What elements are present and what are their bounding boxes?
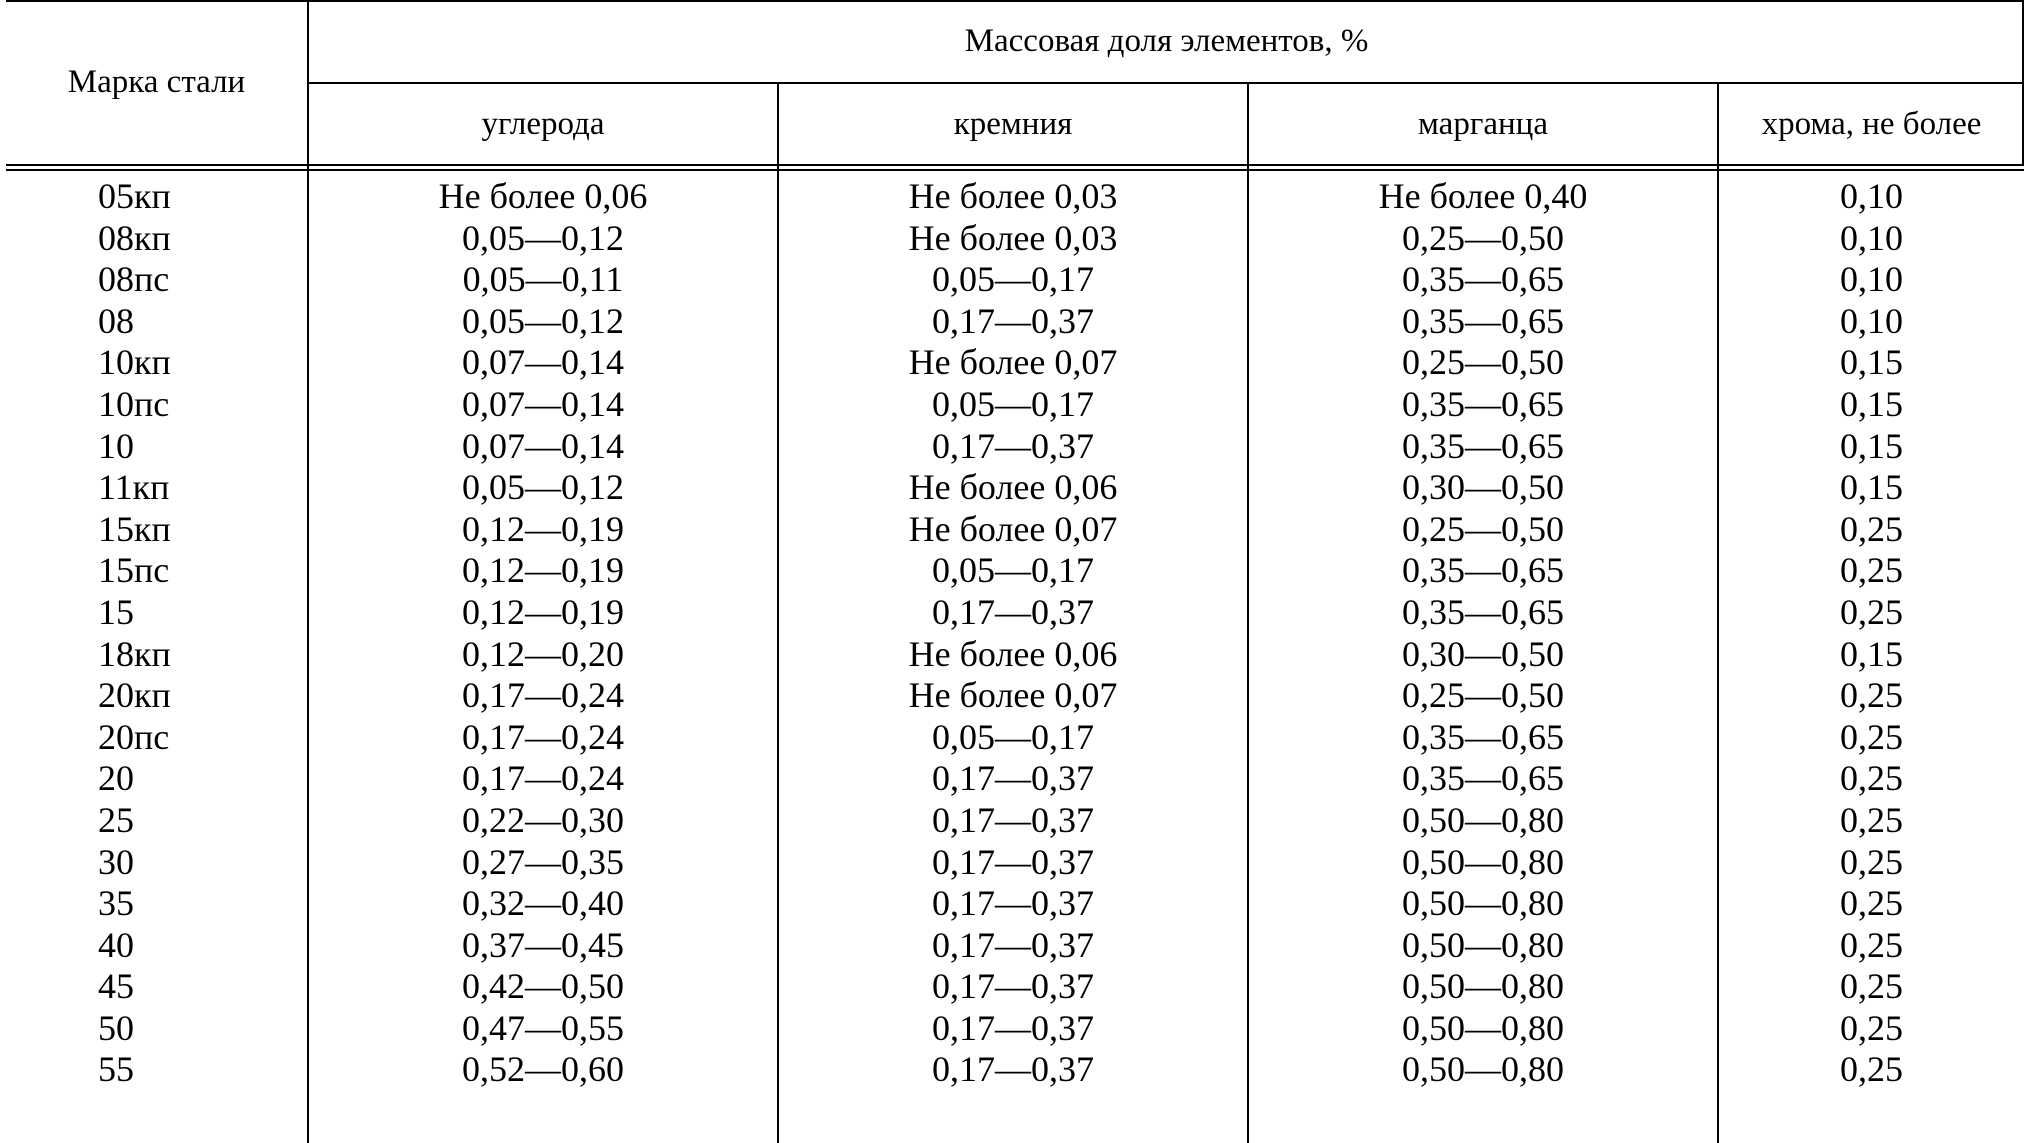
cell-carbon: 0,27—0,35 — [462, 841, 624, 882]
cell-steel-grade: 45 — [98, 966, 134, 1007]
cell-steel-grade: 08кп — [98, 217, 171, 258]
cell-manganese: 0,50—0,80 — [1402, 1007, 1564, 1048]
header-chromium: хрома, не более — [1761, 105, 1982, 142]
table-row — [6, 259, 2024, 301]
cell-manganese: 0,25—0,50 — [1402, 508, 1564, 549]
cell-steel-grade: 20 — [98, 758, 134, 799]
cell-steel-grade: 10 — [98, 425, 134, 466]
cell-manganese: 0,30—0,50 — [1402, 633, 1564, 674]
cell-carbon: 0,22—0,30 — [462, 799, 624, 840]
header-carbon: углерода — [481, 105, 605, 142]
cell-chromium: 0,15 — [1840, 342, 1903, 383]
cell-manganese: 0,35—0,65 — [1402, 259, 1564, 300]
cell-chromium: 0,25 — [1840, 1007, 1903, 1048]
cell-manganese: 0,35—0,65 — [1402, 300, 1564, 341]
cell-silicon: 0,17—0,37 — [932, 883, 1094, 924]
table-row — [6, 176, 2024, 218]
table-row — [6, 842, 2024, 884]
cell-manganese: 0,50—0,80 — [1402, 924, 1564, 965]
cell-silicon: Не более 0,03 — [908, 176, 1118, 216]
cell-steel-grade: 25 — [98, 799, 134, 840]
cell-steel-grade: 15 — [98, 591, 134, 632]
cell-chromium: 0,10 — [1840, 300, 1903, 341]
cell-steel-grade: 10пс — [98, 383, 170, 424]
cell-steel-grade: 40 — [98, 924, 134, 965]
cell-silicon: 0,17—0,37 — [932, 966, 1094, 1007]
table-row — [6, 509, 2024, 551]
header-steel-grade: Марка стали — [67, 63, 246, 100]
cell-manganese: 0,25—0,50 — [1402, 342, 1564, 383]
cell-manganese: Не более 0,40 — [1378, 176, 1588, 216]
table-row — [6, 301, 2024, 343]
cell-manganese: 0,50—0,80 — [1402, 1049, 1564, 1090]
cell-silicon: Не более 0,03 — [908, 217, 1118, 258]
cell-chromium: 0,25 — [1840, 799, 1903, 840]
cell-silicon: 0,17—0,37 — [932, 1049, 1094, 1090]
cell-carbon: 0,17—0,24 — [462, 675, 624, 716]
cell-carbon: 0,17—0,24 — [462, 716, 624, 757]
cell-silicon: 0,17—0,37 — [932, 425, 1094, 466]
cell-chromium: 0,25 — [1840, 966, 1903, 1007]
cell-chromium: 0,15 — [1840, 425, 1903, 466]
cell-chromium: 0,25 — [1840, 924, 1903, 965]
cell-chromium: 0,15 — [1840, 383, 1903, 424]
cell-chromium: 0,10 — [1840, 176, 1903, 216]
cell-silicon: 0,05—0,17 — [932, 259, 1094, 300]
cell-steel-grade: 18кп — [98, 633, 171, 674]
cell-carbon: 0,07—0,14 — [462, 383, 624, 424]
cell-manganese: 0,35—0,65 — [1402, 591, 1564, 632]
cell-carbon: Не более 0,06 — [438, 176, 648, 216]
cell-steel-grade: 15кп — [98, 508, 171, 549]
cell-chromium: 0,25 — [1840, 883, 1903, 924]
table-row — [6, 800, 2024, 842]
table-row — [6, 883, 2024, 925]
cell-carbon: 0,47—0,55 — [462, 1007, 624, 1048]
cell-chromium: 0,25 — [1840, 716, 1903, 757]
cell-manganese: 0,35—0,65 — [1402, 425, 1564, 466]
table-row — [6, 634, 2024, 676]
cell-manganese: 0,35—0,65 — [1402, 758, 1564, 799]
cell-silicon: 0,17—0,37 — [932, 1007, 1094, 1048]
cell-chromium: 0,10 — [1840, 259, 1903, 300]
cell-chromium: 0,10 — [1840, 217, 1903, 258]
cell-silicon: 0,17—0,37 — [932, 591, 1094, 632]
cell-chromium: 0,25 — [1840, 1049, 1903, 1090]
cell-manganese: 0,50—0,80 — [1402, 799, 1564, 840]
cell-silicon: 0,05—0,17 — [932, 550, 1094, 591]
table-body — [6, 176, 2024, 1091]
cell-carbon: 0,12—0,20 — [462, 633, 624, 674]
cell-carbon: 0,05—0,12 — [462, 300, 624, 341]
cell-steel-grade: 55 — [98, 1049, 134, 1090]
cell-silicon: Не более 0,06 — [908, 633, 1118, 674]
table-row — [6, 758, 2024, 800]
steel-composition-table — [6, 0, 2024, 1143]
cell-carbon: 0,05—0,12 — [462, 467, 624, 508]
cell-steel-grade: 20кп — [98, 675, 171, 716]
cell-carbon: 0,05—0,12 — [462, 217, 624, 258]
table-row — [6, 717, 2024, 759]
table-row — [6, 966, 2024, 1008]
cell-manganese: 0,50—0,80 — [1402, 966, 1564, 1007]
cell-silicon: 0,17—0,37 — [932, 300, 1094, 341]
cell-carbon: 0,42—0,50 — [462, 966, 624, 1007]
header-mass-fraction-group: Массовая доля элементов, % — [964, 22, 1369, 59]
cell-silicon: Не более 0,06 — [908, 467, 1118, 508]
cell-carbon: 0,07—0,14 — [462, 425, 624, 466]
cell-chromium: 0,25 — [1840, 508, 1903, 549]
cell-chromium: 0,25 — [1840, 758, 1903, 799]
cell-chromium: 0,25 — [1840, 675, 1903, 716]
cell-manganese: 0,35—0,65 — [1402, 550, 1564, 591]
cell-chromium: 0,15 — [1840, 467, 1903, 508]
cell-chromium: 0,15 — [1840, 633, 1903, 674]
cell-manganese: 0,30—0,50 — [1402, 467, 1564, 508]
table-row — [6, 218, 2024, 260]
cell-manganese: 0,25—0,50 — [1402, 675, 1564, 716]
cell-steel-grade: 30 — [98, 841, 134, 882]
cell-silicon: 0,17—0,37 — [932, 758, 1094, 799]
table-row — [6, 592, 2024, 634]
cell-manganese: 0,35—0,65 — [1402, 716, 1564, 757]
cell-chromium: 0,25 — [1840, 591, 1903, 632]
cell-carbon: 0,52—0,60 — [462, 1049, 624, 1090]
header-manganese: марганца — [1418, 105, 1548, 142]
table-row — [6, 342, 2024, 384]
cell-carbon: 0,37—0,45 — [462, 924, 624, 965]
cell-carbon: 0,17—0,24 — [462, 758, 624, 799]
cell-manganese: 0,25—0,50 — [1402, 217, 1564, 258]
cell-silicon: Не более 0,07 — [908, 675, 1118, 716]
table-row — [6, 550, 2024, 592]
cell-carbon: 0,12—0,19 — [462, 550, 624, 591]
cell-steel-grade: 08 — [98, 300, 134, 341]
cell-steel-grade: 50 — [98, 1007, 134, 1048]
cell-manganese: 0,35—0,65 — [1402, 383, 1564, 424]
cell-steel-grade: 11кп — [98, 467, 170, 508]
cell-carbon: 0,05—0,11 — [462, 259, 624, 300]
cell-steel-grade: 10кп — [98, 342, 171, 383]
cell-silicon: 0,17—0,37 — [932, 924, 1094, 965]
cell-steel-grade: 05кп — [98, 176, 171, 216]
header-silicon: кремния — [953, 105, 1073, 142]
cell-carbon: 0,12—0,19 — [462, 508, 624, 549]
table-row — [6, 675, 2024, 717]
table-row — [6, 384, 2024, 426]
cell-manganese: 0,50—0,80 — [1402, 841, 1564, 882]
cell-steel-grade: 35 — [98, 883, 134, 924]
cell-chromium: 0,25 — [1840, 550, 1903, 591]
table-row — [6, 1008, 2024, 1050]
cell-silicon: 0,05—0,17 — [932, 716, 1094, 757]
table-row — [6, 467, 2024, 509]
cell-steel-grade: 15пс — [98, 550, 170, 591]
cell-silicon: 0,05—0,17 — [932, 383, 1094, 424]
cell-carbon: 0,07—0,14 — [462, 342, 624, 383]
cell-steel-grade: 08пс — [98, 259, 170, 300]
cell-chromium: 0,25 — [1840, 841, 1903, 882]
table-row — [6, 925, 2024, 967]
cell-silicon: Не более 0,07 — [908, 342, 1118, 383]
table-row — [6, 426, 2024, 468]
cell-silicon: Не более 0,07 — [908, 508, 1118, 549]
table-row — [6, 1049, 2024, 1091]
cell-manganese: 0,50—0,80 — [1402, 883, 1564, 924]
cell-steel-grade: 20пс — [98, 716, 170, 757]
cell-carbon: 0,32—0,40 — [462, 883, 624, 924]
cell-silicon: 0,17—0,37 — [932, 799, 1094, 840]
cell-silicon: 0,17—0,37 — [932, 841, 1094, 882]
cell-carbon: 0,12—0,19 — [462, 591, 624, 632]
